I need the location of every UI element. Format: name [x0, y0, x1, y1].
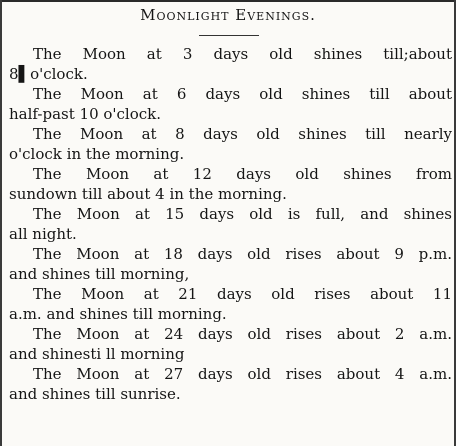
- article-heading: Moonlight Evenings.: [140, 6, 316, 24]
- moon-entry-day-21: [9, 284, 452, 324]
- moon-entry-day-3: [9, 44, 452, 84]
- entry-line: 8▌o'clock.: [9, 65, 88, 83]
- entry-line: The Moon at 8 days old shines till nearly: [33, 125, 452, 143]
- moon-entry-day-27: [9, 364, 452, 404]
- top-border-rule: [2, 0, 454, 2]
- entry-line: half-past 10 o'clock.: [9, 105, 162, 123]
- left-border-rule: [0, 0, 2, 446]
- entry-line: The Moon at 18 days old rises about 9 p.m.: [33, 245, 452, 263]
- entry-line: and shinesti ll morning: [9, 345, 185, 363]
- entry-line: The Moon at 6 days old shines till about: [33, 85, 452, 103]
- entry-line: The Moon at 15 days old is full, and shines: [33, 205, 452, 223]
- moon-entry-day-18: [9, 244, 452, 284]
- entry-line: The Moon at 3 days old shines till;about: [33, 45, 452, 63]
- entry-line: o'clock in the morning.: [9, 145, 185, 163]
- entry-line: all night.: [9, 225, 77, 243]
- entry-line: The Moon at 24 days old rises about 2 a.m.: [33, 325, 452, 343]
- entry-line: and shines till sunrise.: [9, 385, 181, 403]
- moon-entry-day-24: [9, 324, 452, 364]
- entry-line: The Moon at 21 days old rises about 11: [33, 285, 452, 303]
- moon-entry-day-12: [9, 164, 452, 204]
- moon-entry-day-6: [9, 84, 452, 124]
- heading-divider: [199, 35, 259, 36]
- moon-phase-list: [9, 44, 452, 404]
- entry-line: The Moon at 12 days old shines from: [33, 165, 452, 183]
- moon-entry-day-15: [9, 204, 452, 244]
- moon-entry-day-8: [9, 124, 452, 164]
- entry-line: The Moon at 27 days old rises about 4 a.m.: [33, 365, 452, 383]
- entry-line: a.m. and shines till morning.: [9, 305, 227, 323]
- entry-line: sundown till about 4 in the morning.: [9, 185, 287, 203]
- entry-line: and shines till morning,: [9, 265, 190, 283]
